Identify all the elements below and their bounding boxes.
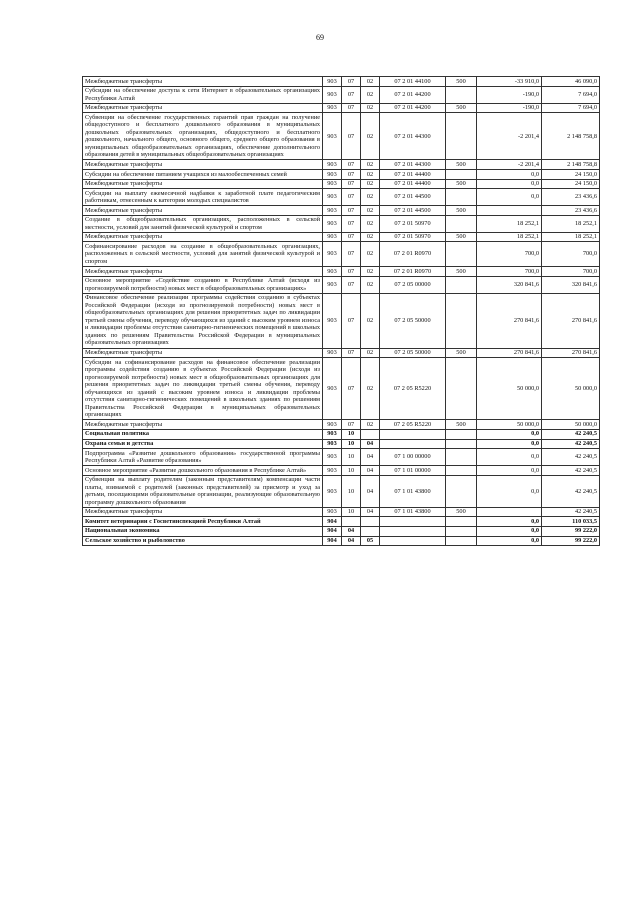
change-amount <box>477 507 542 517</box>
change-amount: -2 201,4 <box>477 160 542 170</box>
subsection-code: 02 <box>361 160 380 170</box>
section-code: 04 <box>342 536 361 546</box>
subsection-code: 02 <box>361 77 380 87</box>
subsection-code: 02 <box>361 103 380 113</box>
table-row <box>83 160 600 170</box>
total-amount: 7 694,0 <box>542 103 600 113</box>
total-amount: 46 090,0 <box>542 77 600 87</box>
grbs-code: 903 <box>323 160 342 170</box>
section-code: 07 <box>342 267 361 277</box>
budget-table <box>82 76 600 546</box>
table-row <box>83 526 600 536</box>
grbs-code: 903 <box>323 170 342 180</box>
expense-type <box>446 536 477 546</box>
total-amount: 270 841,6 <box>542 348 600 358</box>
row-name: Межбюджетные трансферты <box>83 232 323 242</box>
change-amount: 18 252,1 <box>477 232 542 242</box>
target-article: 07 2 01 44400 <box>380 179 446 189</box>
row-name: Межбюджетные трансферты <box>83 103 323 113</box>
change-amount: -33 910,0 <box>477 77 542 87</box>
subsection-code: 02 <box>361 420 380 430</box>
total-amount: 320 841,6 <box>542 276 600 293</box>
row-name: Субсидии на софинансирование расходов на финансовое обеспечение реализации программы содействия созданию в субъектах Российской Федерации (исходя из прогнозируемой потребности) новых мест в общеобразовательных организациях для решения приоритетных задач по ликвидации третьей смены обучения, переводу обучающихся из зданий с высоким уровнем износа и ликвидации проблемы отсутствия санитарно-гигиенических помещений в школьных зданиях по решениям Правительства Российской Федерации в муниципальных образовательных организациях <box>83 358 323 420</box>
target-article: 07 1 01 00000 <box>380 466 446 476</box>
section-code: 07 <box>342 358 361 420</box>
change-amount: 0,0 <box>477 170 542 180</box>
total-amount: 42 240,5 <box>542 475 600 507</box>
target-article: 07 2 01 44300 <box>380 160 446 170</box>
section-code: 10 <box>342 475 361 507</box>
change-amount: 50 000,0 <box>477 420 542 430</box>
expense-type: 500 <box>446 206 477 216</box>
expense-type: 500 <box>446 179 477 189</box>
target-article: 07 1 00 00000 <box>380 449 446 466</box>
row-name: Национальная экономика <box>83 526 323 536</box>
page-number: 69 <box>316 33 324 42</box>
subsection-code: 02 <box>361 242 380 267</box>
row-name: Межбюджетные трансферты <box>83 160 323 170</box>
total-amount: 99 222,0 <box>542 536 600 546</box>
section-code: 07 <box>342 86 361 103</box>
grbs-code: 903 <box>323 348 342 358</box>
expense-type: 500 <box>446 267 477 277</box>
target-article: 07 1 01 43800 <box>380 507 446 517</box>
row-name: Создание в общеобразовательных организациях, расположенных в сельской местности, условий для занятий физической культурой и спортом <box>83 215 323 232</box>
change-amount: 270 841,6 <box>477 293 542 348</box>
section-code: 07 <box>342 179 361 189</box>
table-row <box>83 293 600 348</box>
row-name: Софинансирование расходов на создание в общеобразовательных организациях, расположенных в сельской местности, условий для занятий физической культурой и спортом <box>83 242 323 267</box>
table-row <box>83 358 600 420</box>
target-article: 07 2 01 44500 <box>380 206 446 216</box>
total-amount: 110 033,5 <box>542 517 600 527</box>
row-name: Сельское хозяйство и рыболовство <box>83 536 323 546</box>
total-amount: 18 252,1 <box>542 215 600 232</box>
section-code: 07 <box>342 189 361 206</box>
target-article: 07 2 05 00000 <box>380 276 446 293</box>
section-code: 07 <box>342 242 361 267</box>
expense-type: 500 <box>446 77 477 87</box>
grbs-code: 903 <box>323 429 342 439</box>
expense-type <box>446 449 477 466</box>
section-code: 04 <box>342 526 361 536</box>
target-article <box>380 536 446 546</box>
section-code: 07 <box>342 113 361 160</box>
table-row <box>83 86 600 103</box>
table-row <box>83 189 600 206</box>
subsection-code: 02 <box>361 232 380 242</box>
target-article: 07 2 01 44500 <box>380 189 446 206</box>
target-article: 07 2 01 44100 <box>380 77 446 87</box>
grbs-code: 903 <box>323 358 342 420</box>
row-name: Охрана семьи и детства <box>83 439 323 449</box>
total-amount: 700,0 <box>542 242 600 267</box>
table-row <box>83 242 600 267</box>
change-amount: 18 252,1 <box>477 215 542 232</box>
expense-type <box>446 466 477 476</box>
change-amount: 0,0 <box>477 517 542 527</box>
change-amount: -2 201,4 <box>477 113 542 160</box>
grbs-code: 903 <box>323 77 342 87</box>
row-name: Комитет ветеринарии с Госветинспекцией Республики Алтай <box>83 517 323 527</box>
subsection-code: 04 <box>361 475 380 507</box>
subsection-code: 02 <box>361 170 380 180</box>
section-code: 07 <box>342 348 361 358</box>
total-amount: 7 694,0 <box>542 86 600 103</box>
total-amount: 2 148 758,8 <box>542 160 600 170</box>
table-row <box>83 507 600 517</box>
subsection-code <box>361 517 380 527</box>
section-code <box>342 517 361 527</box>
section-code: 07 <box>342 206 361 216</box>
section-code: 07 <box>342 276 361 293</box>
change-amount: 0,0 <box>477 526 542 536</box>
section-code: 10 <box>342 429 361 439</box>
expense-type: 500 <box>446 348 477 358</box>
grbs-code: 903 <box>323 206 342 216</box>
total-amount: 99 222,0 <box>542 526 600 536</box>
table-row <box>83 77 600 87</box>
target-article: 07 2 05 50000 <box>380 293 446 348</box>
table-row <box>83 475 600 507</box>
row-name: Субсидии на обеспечение питанием учащихся из малообеспеченных семей <box>83 170 323 180</box>
total-amount: 24 150,0 <box>542 179 600 189</box>
grbs-code: 903 <box>323 189 342 206</box>
subsection-code: 02 <box>361 189 380 206</box>
total-amount: 23 436,6 <box>542 206 600 216</box>
subsection-code: 02 <box>361 215 380 232</box>
expense-type <box>446 276 477 293</box>
table-row <box>83 536 600 546</box>
subsection-code: 02 <box>361 358 380 420</box>
table-row <box>83 267 600 277</box>
target-article: 07 2 05 R5220 <box>380 420 446 430</box>
section-code: 10 <box>342 466 361 476</box>
grbs-code: 903 <box>323 103 342 113</box>
expense-type <box>446 86 477 103</box>
table-row <box>83 232 600 242</box>
expense-type <box>446 429 477 439</box>
subsection-code: 04 <box>361 466 380 476</box>
row-name: Субвенции на обеспечение государственных гарантий прав граждан на получение общедоступного и бесплатного дошкольного образования в муниципальных дошкольных образовательных организациях, общедоступного и бесплатного дошкольного, начального общего, основного общего, среднего общего образования в муниципальных общеобразовательных организациях, обеспечение дополнительного образования детей в муниципальных общеобразовательных организациях <box>83 113 323 160</box>
total-amount: 50 000,0 <box>542 420 600 430</box>
row-name: Межбюджетные трансферты <box>83 420 323 430</box>
subsection-code: 02 <box>361 348 380 358</box>
table-row <box>83 449 600 466</box>
subsection-code: 02 <box>361 267 380 277</box>
row-name: Субвенции на выплату родителям (законным представителям) компенсации части платы, взимаемой с родителей (законных представителей) за присмотр и уход за детьми, посещающими образовательные организации, реализующие образовательную программу дошкольного образования <box>83 475 323 507</box>
expense-type: 500 <box>446 103 477 113</box>
total-amount: 23 436,6 <box>542 189 600 206</box>
expense-type: 500 <box>446 160 477 170</box>
change-amount <box>477 206 542 216</box>
total-amount: 270 841,6 <box>542 293 600 348</box>
target-article: 07 2 01 50970 <box>380 232 446 242</box>
table-row <box>83 517 600 527</box>
change-amount: 0,0 <box>477 439 542 449</box>
expense-type: 500 <box>446 420 477 430</box>
table-row <box>83 215 600 232</box>
grbs-code: 903 <box>323 179 342 189</box>
total-amount: 42 240,5 <box>542 507 600 517</box>
subsection-code: 04 <box>361 507 380 517</box>
section-code: 07 <box>342 103 361 113</box>
grbs-code: 903 <box>323 232 342 242</box>
change-amount: 0,0 <box>477 536 542 546</box>
expense-type <box>446 113 477 160</box>
target-article: 07 2 01 44300 <box>380 113 446 160</box>
change-amount: 0,0 <box>477 179 542 189</box>
grbs-code: 903 <box>323 293 342 348</box>
target-article: 07 2 01 44200 <box>380 86 446 103</box>
grbs-code: 903 <box>323 420 342 430</box>
total-amount: 42 240,5 <box>542 466 600 476</box>
target-article <box>380 526 446 536</box>
table-row <box>83 276 600 293</box>
subsection-code: 04 <box>361 449 380 466</box>
section-code: 07 <box>342 170 361 180</box>
expense-type <box>446 475 477 507</box>
subsection-code: 04 <box>361 439 380 449</box>
grbs-code: 903 <box>323 439 342 449</box>
change-amount: 700,0 <box>477 242 542 267</box>
grbs-code: 904 <box>323 526 342 536</box>
subsection-code: 02 <box>361 276 380 293</box>
row-name: Субсидии на выплату ежемесячной надбавки к заработной плате педагогическим работникам, отнесенным к категории молодых специалистов <box>83 189 323 206</box>
section-code: 07 <box>342 160 361 170</box>
target-article: 07 2 01 44200 <box>380 103 446 113</box>
expense-type <box>446 358 477 420</box>
subsection-code <box>361 526 380 536</box>
row-name: Социальная политика <box>83 429 323 439</box>
section-code: 10 <box>342 449 361 466</box>
total-amount: 42 240,5 <box>542 439 600 449</box>
total-amount: 18 252,1 <box>542 232 600 242</box>
change-amount: 0,0 <box>477 475 542 507</box>
grbs-code: 904 <box>323 536 342 546</box>
expense-type: 500 <box>446 232 477 242</box>
grbs-code: 903 <box>323 215 342 232</box>
subsection-code: 02 <box>361 293 380 348</box>
table-row <box>83 466 600 476</box>
subsection-code: 02 <box>361 206 380 216</box>
section-code: 10 <box>342 439 361 449</box>
table-row <box>83 348 600 358</box>
grbs-code: 903 <box>323 449 342 466</box>
target-article: 07 2 01 R0970 <box>380 242 446 267</box>
row-name: Субсидии на обеспечение доступа к сети Интернет в образовательных организациях Республики Алтай <box>83 86 323 103</box>
expense-type <box>446 526 477 536</box>
grbs-code: 903 <box>323 475 342 507</box>
grbs-code: 903 <box>323 507 342 517</box>
change-amount: 270 841,6 <box>477 348 542 358</box>
change-amount: -190,0 <box>477 86 542 103</box>
row-name: Межбюджетные трансферты <box>83 206 323 216</box>
total-amount: 24 150,0 <box>542 170 600 180</box>
change-amount: 320 841,6 <box>477 276 542 293</box>
target-article: 07 1 01 43800 <box>380 475 446 507</box>
section-code: 07 <box>342 232 361 242</box>
expense-type <box>446 189 477 206</box>
total-amount: 42 240,5 <box>542 429 600 439</box>
row-name: Основное мероприятие «Развитие дошкольного образования в Республике Алтай» <box>83 466 323 476</box>
change-amount: 0,0 <box>477 429 542 439</box>
target-article: 07 2 05 R5220 <box>380 358 446 420</box>
total-amount: 2 148 758,8 <box>542 113 600 160</box>
row-name: Подпрограмма «Развитие дошкольного образования» государственной программы Республики Алтай «Развитие образования» <box>83 449 323 466</box>
section-code: 07 <box>342 420 361 430</box>
target-article <box>380 517 446 527</box>
grbs-code: 903 <box>323 242 342 267</box>
table-row <box>83 103 600 113</box>
table-row <box>83 429 600 439</box>
section-code: 07 <box>342 293 361 348</box>
row-name: Межбюджетные трансферты <box>83 77 323 87</box>
subsection-code: 02 <box>361 113 380 160</box>
change-amount: 700,0 <box>477 267 542 277</box>
total-amount: 50 000,0 <box>542 358 600 420</box>
section-code: 07 <box>342 215 361 232</box>
table-row <box>83 170 600 180</box>
change-amount: 0,0 <box>477 466 542 476</box>
subsection-code: 02 <box>361 179 380 189</box>
row-name: Основное мероприятие «Содействие созданию в Республике Алтай (исходя из прогнозируемой потребности) новых мест в общеобразовательных организациях» <box>83 276 323 293</box>
row-name: Финансовое обеспечение реализации программы содействия созданию в субъектах Российской Федерации (исходя из прогнозируемой потребности) новых мест в общеобразовательных организациях для решения приоритетных задач по ликвидации третьей смены обучения, переводу обучающихся из зданий с высоким уровнем износа и ликвидации проблемы отсутствия санитарно-гигиенических помещений в школьных зданиях по решениям Правительства Российской Федерации в муниципальных образовательных организациях <box>83 293 323 348</box>
target-article <box>380 429 446 439</box>
change-amount: -190,0 <box>477 103 542 113</box>
section-code: 10 <box>342 507 361 517</box>
section-code: 07 <box>342 77 361 87</box>
change-amount: 50 000,0 <box>477 358 542 420</box>
expense-type <box>446 215 477 232</box>
change-amount: 0,0 <box>477 449 542 466</box>
grbs-code: 903 <box>323 466 342 476</box>
target-article: 07 2 01 50970 <box>380 215 446 232</box>
subsection-code: 02 <box>361 86 380 103</box>
expense-type <box>446 439 477 449</box>
target-article: 07 2 05 50000 <box>380 348 446 358</box>
grbs-code: 903 <box>323 113 342 160</box>
expense-type <box>446 517 477 527</box>
grbs-code: 904 <box>323 517 342 527</box>
grbs-code: 903 <box>323 267 342 277</box>
target-article <box>380 439 446 449</box>
grbs-code: 903 <box>323 86 342 103</box>
target-article: 07 2 01 44400 <box>380 170 446 180</box>
expense-type: 500 <box>446 507 477 517</box>
subsection-code <box>361 429 380 439</box>
subsection-code: 05 <box>361 536 380 546</box>
expense-type <box>446 170 477 180</box>
table-row <box>83 420 600 430</box>
expense-type <box>446 242 477 267</box>
row-name: Межбюджетные трансферты <box>83 507 323 517</box>
grbs-code: 903 <box>323 276 342 293</box>
total-amount: 700,0 <box>542 267 600 277</box>
change-amount: 0,0 <box>477 189 542 206</box>
table-row <box>83 439 600 449</box>
row-name: Межбюджетные трансферты <box>83 267 323 277</box>
table-row <box>83 179 600 189</box>
target-article: 07 2 01 R0970 <box>380 267 446 277</box>
table-row <box>83 206 600 216</box>
row-name: Межбюджетные трансферты <box>83 179 323 189</box>
expense-type <box>446 293 477 348</box>
total-amount: 42 240,5 <box>542 449 600 466</box>
row-name: Межбюджетные трансферты <box>83 348 323 358</box>
table-row <box>83 113 600 160</box>
